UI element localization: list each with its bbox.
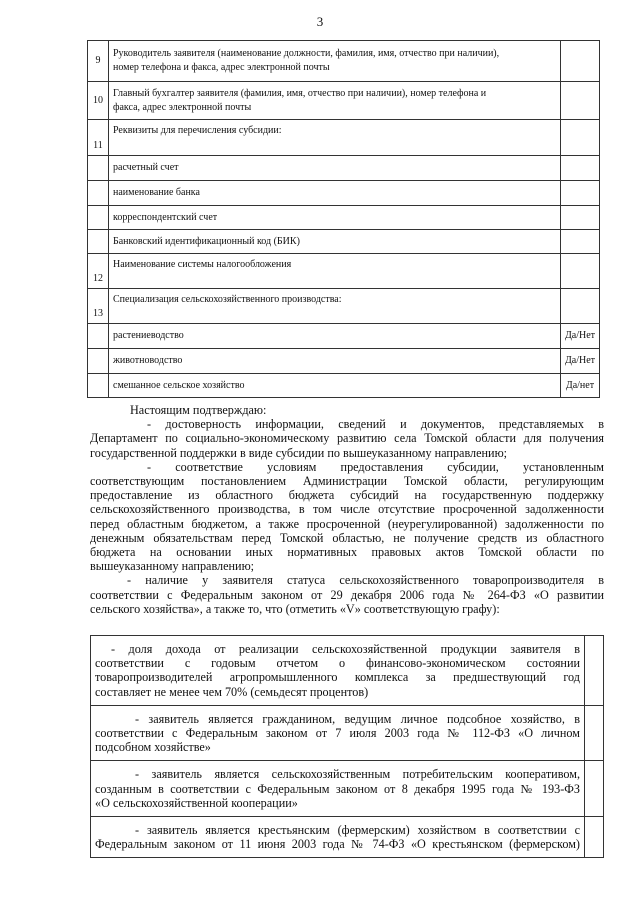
answer-cell[interactable] xyxy=(561,254,600,289)
option-line: Федеральным законом от 11 июня 2003 года № 74-ФЗ «О крестьянском (фермерском) xyxy=(95,837,580,852)
table-row xyxy=(88,41,600,82)
row-number xyxy=(88,181,109,206)
paragraph-line: бюджета на основании иных нормативных правовых актов Томской области по xyxy=(90,545,604,560)
row-number xyxy=(88,206,109,230)
paragraph-line: соответствующим постановлением Администрации Томской области, регулирующим xyxy=(90,474,604,489)
page-number: 3 xyxy=(316,14,324,29)
row-label-line: номер телефона и факса, адрес электронной почты xyxy=(113,62,330,73)
row-label: Наименование системы налогообложения xyxy=(109,254,561,289)
row-number xyxy=(88,230,109,254)
option-line: - доля дохода от реализации сельскохозяйственной продукции заявителя в xyxy=(111,642,580,656)
answer-cell[interactable]: Да/нет xyxy=(561,374,600,398)
paragraph-line: - соответствие условиям предоставления субсидии, установленным xyxy=(147,459,604,474)
option-line: «О сельскохозяйственной кооперации» xyxy=(95,795,298,810)
row-label: Банковский идентификационный код (БИК) xyxy=(109,230,561,254)
row-number: 9 xyxy=(88,41,109,82)
row-label xyxy=(109,82,561,120)
answer-cell[interactable] xyxy=(561,156,600,181)
row-label: наименование банка xyxy=(109,181,561,206)
status-option-row xyxy=(91,636,604,706)
row-label: растениеводство xyxy=(109,324,561,349)
table-row xyxy=(88,181,600,206)
status-option-text xyxy=(91,761,585,817)
row-label: Специализация сельскохозяйственного производства: xyxy=(109,289,561,324)
status-option-text xyxy=(91,705,585,761)
table-row xyxy=(88,324,600,349)
paragraph-line: - наличие у заявителя статуса сельскохозяйственного товаропроизводителя в xyxy=(127,573,604,588)
paragraph-line: сельскохозяйственного производства, в том числе отсутствие просроченной задолженности xyxy=(90,502,604,517)
paragraph-line: сельского хозяйства», а также то, что (отметить «V» соответствующую графу): xyxy=(90,601,500,616)
option-line: - заявитель является гражданином, ведущим личное подсобное хозяйство, в xyxy=(135,711,580,726)
status-option-text xyxy=(91,636,585,706)
option-line: созданным в соответствии с Федеральным законом от 8 декабря 1995 года № 193-ФЗ xyxy=(95,781,580,796)
row-label: Реквизиты для перечисления субсидии: xyxy=(109,120,561,156)
status-option-row xyxy=(91,817,604,858)
status-checkbox-cell[interactable] xyxy=(585,817,604,858)
confirmation-section xyxy=(90,403,604,616)
table-row xyxy=(88,156,600,181)
status-options-table xyxy=(90,635,604,858)
row-number: 11 xyxy=(88,120,109,156)
answer-cell[interactable] xyxy=(561,206,600,230)
row-number xyxy=(88,374,109,398)
row-number: 13 xyxy=(88,289,109,324)
option-line: - заявитель является крестьянским (фермерским) хозяйством в соответствии с xyxy=(135,823,580,838)
row-label: корреспондентский счет xyxy=(109,206,561,230)
option-line: составляет не менее чем 70% (семьдесят процентов) xyxy=(95,684,369,699)
answer-cell[interactable] xyxy=(561,181,600,206)
row-label xyxy=(109,41,561,82)
paragraph-line: - достоверность информации, сведений и документов, представляемых в xyxy=(147,417,604,432)
row-label: смешанное сельское хозяйство xyxy=(109,374,561,398)
status-checkbox-cell[interactable] xyxy=(585,761,604,817)
paragraph-line: предоставление из областного бюджета субсидий на государственную поддержку xyxy=(90,488,604,503)
row-number: 12 xyxy=(88,254,109,289)
paragraph-line: государственной поддержки в виде субсидии по вышеуказанному направлению; xyxy=(90,445,508,460)
option-line: подсобном хозяйстве» xyxy=(95,740,211,755)
table-row xyxy=(88,254,600,289)
table-row xyxy=(88,289,600,324)
status-option-row xyxy=(91,705,604,761)
paragraph-line: денежным обязательствам перед Томской областью, не получение средств из областного xyxy=(90,530,604,545)
table-row xyxy=(88,230,600,254)
option-line: соответствии с годовым отчетом о финансово-экономическом состоянии xyxy=(95,656,580,671)
option-line: товаропроизводителей агропромышленного комплекса за предшествующий год xyxy=(95,670,580,685)
row-label-line: Главный бухгалтер заявителя (фамилия, имя, отчество при наличии), номер телефона и xyxy=(113,87,487,99)
paragraph-line: Департамент по социально-экономическому развитию села Томской области для получения xyxy=(90,431,604,446)
table-row xyxy=(88,374,600,398)
status-checkbox-cell[interactable] xyxy=(585,705,604,761)
answer-cell[interactable] xyxy=(561,41,600,82)
row-label-line: факса, адрес электронной почты xyxy=(113,101,252,113)
row-number xyxy=(88,156,109,181)
paragraph-line: соответствии с Федеральным законом от 29 декабря 2006 года № 264-ФЗ «О развитии xyxy=(90,587,604,602)
table-row xyxy=(88,82,600,120)
row-label: животноводство xyxy=(109,349,561,374)
row-number: 10 xyxy=(88,82,109,120)
row-number xyxy=(88,324,109,349)
table-row xyxy=(88,206,600,230)
option-line: - заявитель является сельскохозяйственным потребительским кооперативом, xyxy=(135,767,580,782)
row-label: расчетный счет xyxy=(109,156,561,181)
confirmation-intro: Настоящим подтверждаю: xyxy=(130,403,267,417)
table-row xyxy=(88,349,600,374)
answer-cell[interactable] xyxy=(561,82,600,120)
row-label-line: Руководитель заявителя (наименование должности, фамилия, имя, отчество при наличии), xyxy=(113,48,500,59)
answer-cell[interactable]: Да/Нет xyxy=(561,349,600,374)
status-option-text xyxy=(91,817,585,858)
answer-cell[interactable] xyxy=(561,230,600,254)
answer-cell[interactable] xyxy=(561,289,600,324)
status-option-row xyxy=(91,761,604,817)
option-line: соответствии с Федеральным законом от 7 июля 2003 года № 112-ФЗ «О личном xyxy=(95,726,580,741)
answer-cell[interactable] xyxy=(561,120,600,156)
application-form-table xyxy=(87,40,600,398)
paragraph-line: вышеуказанному направлению; xyxy=(90,559,255,574)
answer-cell[interactable]: Да/Нет xyxy=(561,324,600,349)
table-row xyxy=(88,120,600,156)
status-checkbox-cell[interactable] xyxy=(585,636,604,706)
paragraph-line: перед областным бюджетом, а также просроченной (неурегулированной) задолженности по xyxy=(90,516,604,531)
row-number xyxy=(88,349,109,374)
